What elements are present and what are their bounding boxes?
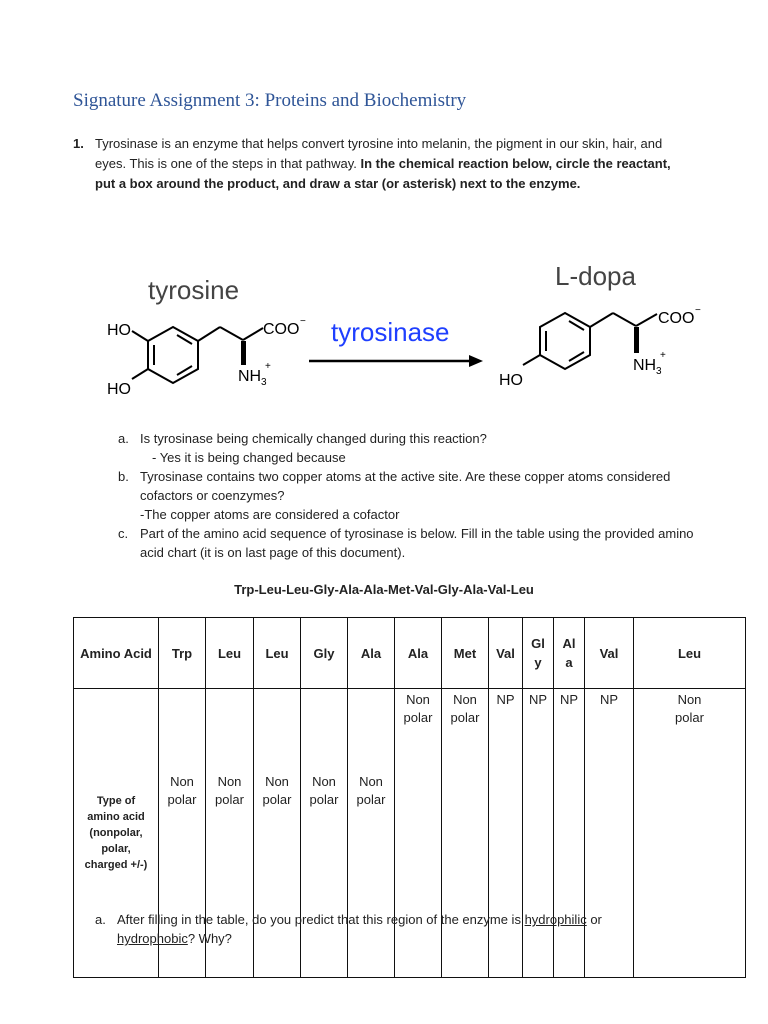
question-text-or: or <box>586 912 602 927</box>
table-header-cell <box>395 618 442 689</box>
product-coo: COO <box>658 310 695 327</box>
table-header-text: Al <box>562 636 576 651</box>
table-cell-text: polar <box>262 792 292 807</box>
reactant-ho-bottom: HO <box>107 381 131 398</box>
table-header-cell <box>634 618 746 689</box>
table-row-label-line: Type of <box>96 795 136 807</box>
table-header-cell <box>442 618 489 689</box>
table-header-text: Gl <box>531 636 545 651</box>
table-header-text: a <box>565 655 573 670</box>
product-name: L-dopa <box>555 261 636 291</box>
table-header-cell <box>254 618 301 689</box>
table-header-text: Leu <box>677 645 702 661</box>
table-header-text: Ala <box>407 645 429 661</box>
after-table-question <box>95 910 695 948</box>
product-coo-charge: − <box>695 305 701 316</box>
table-cell-text: NP <box>496 692 515 707</box>
table-row-label-line: charged +/-) <box>84 859 148 871</box>
product-nh: NH <box>633 357 657 374</box>
table-cell-text: Non <box>312 774 336 789</box>
subquestion-label: b. <box>118 469 129 484</box>
table-cell-text: Non <box>359 774 383 789</box>
table-header-cell <box>301 618 348 689</box>
table-header-text: y <box>534 655 542 670</box>
table-header-text: Val <box>599 645 619 661</box>
hydrophilic-term: hydrophilic <box>524 912 587 927</box>
subquestion-label: a. <box>118 431 129 446</box>
table-row-label-line: polar, <box>101 843 131 855</box>
table-header-cell <box>159 618 206 689</box>
chemical-reaction-diagram <box>95 255 715 415</box>
reactant-name: tyrosine <box>148 275 240 305</box>
page-title: Signature Assignment 3: Proteins and Biochemistry <box>73 90 467 111</box>
table-cell-text: polar <box>167 792 197 807</box>
table-cell-text: polar <box>403 710 433 725</box>
table-cell-text: Non <box>217 774 242 789</box>
enzyme-name: tyrosinase <box>331 317 450 347</box>
table-header-cell <box>489 618 523 689</box>
product-nh-subscript: 3 <box>656 366 662 377</box>
subquestion-answer: -The copper atoms are considered a cofactor <box>140 507 400 522</box>
table-header-text: Leu <box>217 645 242 661</box>
table-cell-text: Non <box>677 692 702 707</box>
table-cell-text: Non <box>406 692 430 707</box>
product-wedge-bond <box>634 327 639 353</box>
question-number: 1. <box>73 136 84 151</box>
table-cell-text: NP <box>528 692 548 707</box>
subquestion-text: Is tyrosinase being chemically changed during this reaction? <box>140 431 487 446</box>
amino-acid-sequence: Trp-Leu-Leu-Gly-Ala-Ala-Met-Val-Gly-Ala-Val-Leu <box>234 582 534 597</box>
table-header-text: Met <box>453 645 477 661</box>
table-cell-text: Non <box>170 774 194 789</box>
table-cell-text: Non <box>453 692 477 707</box>
table-header-cell <box>206 618 254 689</box>
table-header-text: Ala <box>360 645 382 661</box>
table-row-label: Amino Acid <box>74 618 159 689</box>
subquestion-label: c. <box>118 526 129 541</box>
question-text-plain: Tyrosinase is an enzyme that helps convert tyrosine into melanin, the pigment in our skin, hair, and eyes. This is one of the steps in that pathway. <box>95 136 663 171</box>
table-header-cell <box>585 618 634 689</box>
question-1 <box>73 134 673 194</box>
reactant-coo-charge: − <box>300 316 306 327</box>
table-cell-text: polar <box>450 710 480 725</box>
product-ho: HO <box>499 372 523 389</box>
hydrophobic-term: hydrophobic <box>117 931 188 946</box>
table-header-text: Val <box>496 645 515 661</box>
table-cell-text: NP <box>559 692 579 707</box>
question-text-why: ? Why? <box>187 931 232 946</box>
table-cell-text: polar <box>356 792 386 807</box>
table-header-cell <box>523 618 554 689</box>
subquestion-b <box>118 467 698 524</box>
reactant-coo: COO <box>263 321 300 338</box>
reactant-nh: NH <box>238 368 262 385</box>
table-header-cell <box>348 618 395 689</box>
table-row-label-line: amino acid <box>87 811 145 823</box>
table-header-text: Trp <box>171 645 193 661</box>
table-header-row <box>74 618 746 689</box>
product-nh-charge: + <box>660 350 666 361</box>
table-header-text: Gly <box>313 645 335 661</box>
reactant-nh-charge: + <box>265 361 271 372</box>
reaction-arrow-head <box>469 355 483 367</box>
subquestion-text: Part of the amino acid sequence of tyrosinase is below. Fill in the table using the provided amino acid chart (it is on last page of this document). <box>140 526 694 560</box>
table-cell-text: NP <box>599 692 619 707</box>
table-row-label-line: (nonpolar, <box>89 827 143 839</box>
table-cell-text: polar <box>675 710 704 725</box>
table-header-text: Leu <box>265 645 289 661</box>
table-header-cell <box>554 618 585 689</box>
question-text-bold: In the chemical reaction below, circle the reactant, put a box around the product, and draw a star (or asterisk) next to the enzyme. <box>95 156 671 191</box>
table-cell-text: polar <box>215 792 244 807</box>
reactant-wedge-bond <box>241 341 246 365</box>
subquestion-a <box>118 429 698 467</box>
table-cell-text: Non <box>265 774 289 789</box>
subquestion-label: a. <box>95 912 106 927</box>
table-cell-text: polar <box>309 792 339 807</box>
question-text: After filling in the table, do you predict that this region of the enzyme is <box>117 912 525 927</box>
subquestion-answer: - Yes it is being changed because <box>152 450 346 465</box>
reactant-nh-subscript: 3 <box>261 377 267 388</box>
question-text <box>95 134 673 194</box>
reactant-ho-top: HO <box>107 322 131 339</box>
subquestion-c <box>118 524 698 562</box>
subquestion-text: Tyrosinase contains two copper atoms at the active site. Are these copper atoms considered cofactors or coenzymes? <box>140 469 671 503</box>
